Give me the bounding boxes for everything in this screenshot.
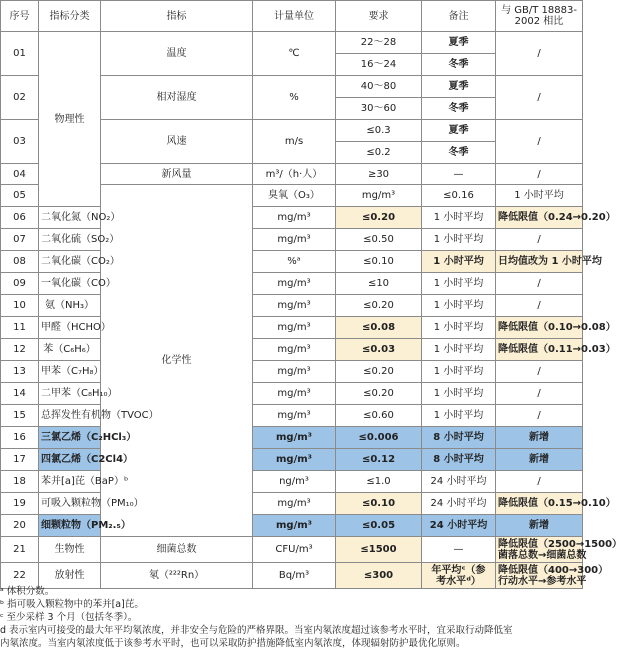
requirement: ≤0.2 <box>336 142 422 164</box>
unit: %ᵃ <box>253 251 336 273</box>
table-row <box>1 229 583 251</box>
table-row <box>1 339 583 361</box>
requirement: ≤0.20 <box>336 207 422 229</box>
note: 1 小时平均 <box>422 251 496 273</box>
table-row <box>1 449 583 471</box>
note: 24 小时平均 <box>422 493 496 515</box>
row-no: 18 <box>1 471 39 493</box>
note: 1 小时平均 <box>422 317 496 339</box>
header-indicator: 指标 <box>101 1 253 32</box>
row-no: 17 <box>1 449 39 471</box>
indicator-name: 甲醛（HCHO） <box>39 317 101 339</box>
comparison: / <box>496 120 583 164</box>
note: 夏季 <box>422 76 496 98</box>
note: 夏季 <box>422 120 496 142</box>
comparison: / <box>496 361 583 383</box>
indicator-name: 二氧化碳（CO₂） <box>39 251 101 273</box>
note: 夏季 <box>422 32 496 54</box>
row-no: 15 <box>1 405 39 427</box>
comparison: 降低限值（0.24→0.20） <box>496 207 583 229</box>
table-row <box>1 251 583 273</box>
unit: mg/m³ <box>253 361 336 383</box>
table-row <box>1 515 583 537</box>
row-no: 07 <box>1 229 39 251</box>
unit: Bq/m³ <box>253 563 336 589</box>
requirement: ≤0.12 <box>336 449 422 471</box>
header-no: 序号 <box>1 1 39 32</box>
requirement: ≤10 <box>336 273 422 295</box>
indicator-name: 总挥发性有机物（TVOC） <box>39 405 101 427</box>
footnote-a: ᵃ 体积分数。 <box>0 586 55 597</box>
unit: m/s <box>253 120 336 164</box>
comparison: / <box>496 76 583 120</box>
indicator-name: 一氧化碳（CO） <box>39 273 101 295</box>
unit: mg/m³ <box>253 383 336 405</box>
category-chemical: 化学性 <box>101 185 253 537</box>
category-physical: 物理性 <box>39 32 101 207</box>
unit: mg/m³ <box>253 295 336 317</box>
requirement: ≤300 <box>336 563 422 589</box>
indicator-name: 新风量 <box>101 164 253 185</box>
note-line: 考水平ᵈ） <box>436 575 481 587</box>
requirement: ≤1.0 <box>336 471 422 493</box>
row-no: 10 <box>1 295 39 317</box>
comparison-line: 行动水平→参考水平 <box>498 575 587 587</box>
indicator-name: 细颗粒物（PM₂.₅） <box>39 515 101 537</box>
comparison: 降低限值（0.11→0.03） <box>496 339 583 361</box>
row-no: 11 <box>1 317 39 339</box>
table-row <box>1 471 583 493</box>
unit: ℃ <box>253 32 336 76</box>
row-no: 12 <box>1 339 39 361</box>
header-note: 备注 <box>422 1 496 32</box>
indicator-name: 甲苯（C₇H₈） <box>39 361 101 383</box>
indicator-name: 苯（C₆H₆） <box>39 339 101 361</box>
indicator-name: 风速 <box>101 120 253 164</box>
table-row <box>1 493 583 515</box>
unit: mg/m³ <box>253 515 336 537</box>
table-row <box>1 537 583 563</box>
indicator-name: 二氧化氮（NO₂） <box>39 207 101 229</box>
comparison: / <box>496 295 583 317</box>
unit: mg/m³ <box>253 339 336 361</box>
requirement: ≤0.10 <box>336 493 422 515</box>
comparison: / <box>496 471 583 493</box>
note: 冬季 <box>422 98 496 120</box>
requirement: ≤0.05 <box>336 515 422 537</box>
table-row <box>1 427 583 449</box>
comparison: 新增 <box>496 515 583 537</box>
comparison: 新增 <box>496 449 583 471</box>
footnote-c: ᶜ 至少采样 3 个月（包括冬季）。 <box>0 612 138 623</box>
unit: mg/m³ <box>253 493 336 515</box>
table-row <box>1 295 583 317</box>
footnote-d: d 表示室内可接受的最大年平均氡浓度，并非安全与危险的严格界限。当室内氡浓度超过该参考水平时，宜采取行动降低室 <box>0 625 513 636</box>
note: 1 小时平均 <box>422 207 496 229</box>
note: 1 小时平均 <box>422 383 496 405</box>
row-no: 14 <box>1 383 39 405</box>
table-row <box>1 383 583 405</box>
requirement: ≤0.03 <box>336 339 422 361</box>
note: 1 小时平均 <box>422 273 496 295</box>
note: 24 小时平均 <box>422 471 496 493</box>
row-no: 08 <box>1 251 39 273</box>
indicator-name: 二甲苯（C₈H₁₀） <box>39 383 101 405</box>
requirement: ≤0.60 <box>336 405 422 427</box>
note: 1 小时平均 <box>422 405 496 427</box>
row-no: 05 <box>1 185 39 207</box>
header-unit: 计量单位 <box>253 1 336 32</box>
comparison: / <box>496 383 583 405</box>
comparison: / <box>496 405 583 427</box>
indicator-name: 相对湿度 <box>101 76 253 120</box>
requirement: 16～24 <box>336 54 422 76</box>
requirement: ≤0.20 <box>336 361 422 383</box>
requirement: 30～60 <box>336 98 422 120</box>
note: 冬季 <box>422 54 496 76</box>
note: 冬季 <box>422 142 496 164</box>
comparison-line: 菌落总数→细菌总数 <box>498 549 587 561</box>
note: 1 小时平均 <box>422 361 496 383</box>
unit: mg/m³ <box>253 405 336 427</box>
indicator-name: 二氧化硫（SO₂） <box>39 229 101 251</box>
row-no: 22 <box>1 563 39 589</box>
comparison-line: 降低限值（2500→1500） <box>498 538 622 550</box>
row-no: 01 <box>1 32 39 76</box>
table-row <box>1 405 583 427</box>
requirement: ≤0.16 <box>422 185 496 207</box>
unit: CFU/m³ <box>253 537 336 563</box>
unit: ng/m³ <box>253 471 336 493</box>
indicator-name: 细菌总数 <box>101 537 253 563</box>
requirement: ≥30 <box>336 164 422 185</box>
comparison: / <box>496 164 583 185</box>
row-no: 09 <box>1 273 39 295</box>
row-no: 06 <box>1 207 39 229</box>
note: 24 小时平均 <box>422 515 496 537</box>
table-row <box>1 317 583 339</box>
footnote-d-continued: 内氡浓度。当室内氡浓度低于该参考水平时，也可以采取防护措施降低室内氡浓度，体现辐射防护最优化原则。 <box>0 638 466 649</box>
unit: m³/（h·人） <box>253 164 336 185</box>
unit: mg/m³ <box>253 317 336 339</box>
row-no: 21 <box>1 537 39 563</box>
indicator-name: 三氯乙烯（C₂HCl₃） <box>39 427 101 449</box>
requirement: ≤0.10 <box>336 251 422 273</box>
note: 1 小时平均 <box>496 185 583 207</box>
unit: mg/m³ <box>253 449 336 471</box>
comparison: / <box>496 229 583 251</box>
note: 1 小时平均 <box>422 295 496 317</box>
indicator-name: 温度 <box>101 32 253 76</box>
table-row <box>1 207 583 229</box>
unit: mg/m³ <box>253 427 336 449</box>
footnote-b: ᵇ 指可吸入颗粒物中的苯并[a]芘。 <box>0 599 144 610</box>
comparison: 新增 <box>496 427 583 449</box>
indicator-name: 氨（NH₃） <box>39 295 101 317</box>
requirement: ≤0.50 <box>336 229 422 251</box>
category-radioactive: 放射性 <box>39 563 101 589</box>
requirement: ≤0.006 <box>336 427 422 449</box>
unit: mg/m³ <box>336 185 422 207</box>
table-row <box>1 273 583 295</box>
comparison: 降低限值（0.15→0.10） <box>496 493 583 515</box>
note-line: 年平均ᶜ（参 <box>431 564 486 576</box>
requirement: ≤0.20 <box>336 383 422 405</box>
row-no: 03 <box>1 120 39 164</box>
note: — <box>422 164 496 185</box>
note: 8 小时平均 <box>422 449 496 471</box>
header-category: 指标分类 <box>39 1 101 32</box>
comparison <box>496 537 622 563</box>
header-row <box>1 1 583 32</box>
unit: mg/m³ <box>253 229 336 251</box>
requirement: 22～28 <box>336 32 422 54</box>
note: 1 小时平均 <box>422 339 496 361</box>
row-no: 04 <box>1 164 39 185</box>
note: — <box>422 537 496 563</box>
requirement: ≤1500 <box>336 537 422 563</box>
unit: mg/m³ <box>253 273 336 295</box>
comparison: / <box>496 32 583 76</box>
requirement: ≤0.20 <box>336 295 422 317</box>
comparison-line: 降低限值（400→300） <box>498 564 609 576</box>
table-row <box>1 32 583 54</box>
row-no: 02 <box>1 76 39 120</box>
comparison: 日均值改为 1 小时平均 <box>496 251 583 273</box>
requirement: ≤0.3 <box>336 120 422 142</box>
indicator-name: 可吸入颗粒物（PM₁₀） <box>39 493 101 515</box>
unit: % <box>253 76 336 120</box>
row-no: 13 <box>1 361 39 383</box>
header-comparison: 与 GB/T 18883-2002 相比 <box>496 1 583 32</box>
indicator-name: 苯并[a]芘（BaP）ᵇ <box>39 471 101 493</box>
indicator-name: 四氯乙烯（C2Cl4） <box>39 449 101 471</box>
unit: mg/m³ <box>253 207 336 229</box>
comparison: / <box>496 273 583 295</box>
requirement: 40～80 <box>336 76 422 98</box>
row-no: 19 <box>1 493 39 515</box>
category-biological: 生物性 <box>39 537 101 563</box>
note: 1 小时平均 <box>422 229 496 251</box>
row-no: 20 <box>1 515 39 537</box>
row-no: 16 <box>1 427 39 449</box>
note: 8 小时平均 <box>422 427 496 449</box>
requirement: ≤0.08 <box>336 317 422 339</box>
header-requirement: 要求 <box>336 1 422 32</box>
indicator-name: 臭氧（O₃） <box>253 185 336 207</box>
comparison: 降低限值（0.10→0.08） <box>496 317 583 339</box>
table-row <box>1 361 583 383</box>
footnotes <box>0 585 582 650</box>
indicator-name: 氡（²²²Rn） <box>101 563 253 589</box>
